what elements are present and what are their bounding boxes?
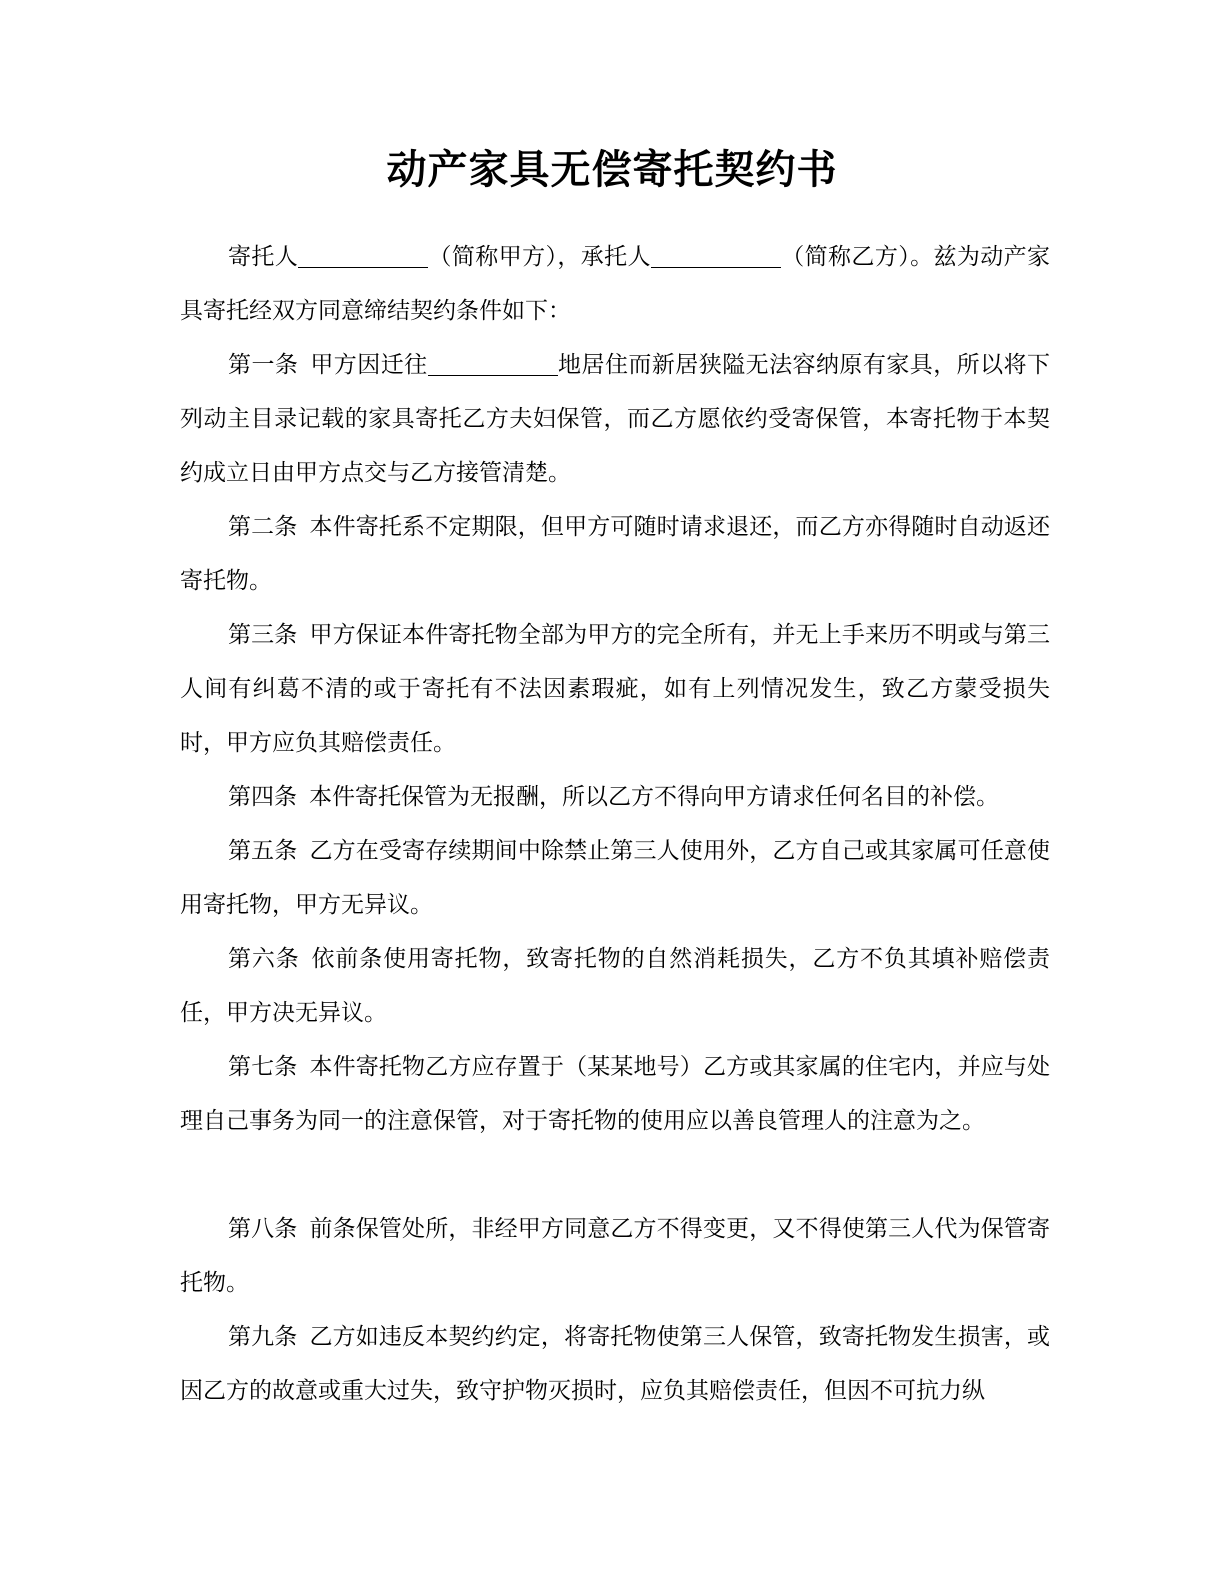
- article-8: [180, 1202, 1050, 1310]
- article-text: 本件寄托保管为无报酬，所以乙方不得向甲方请求任何名目的补偿。: [309, 784, 999, 810]
- article-3: [180, 608, 1050, 770]
- article-5: [180, 824, 1050, 932]
- article-text: 甲方因迁往: [310, 352, 428, 378]
- intro-text-3: （简称乙方）。兹为动产家具寄托经双方同意缔结契约条件如下：: [180, 244, 1051, 324]
- article-9: [180, 1310, 1050, 1418]
- consignee-blank: [651, 239, 781, 268]
- article-label: 第八条: [228, 1216, 298, 1242]
- article-7: [180, 1040, 1050, 1148]
- intro-text-2: （简称甲方），承托人: [428, 244, 651, 270]
- article-label: 第七条: [228, 1054, 298, 1080]
- article-text: 依前条使用寄托物，致寄托物的自然消耗损失，乙方不负其填补赔偿责任，甲方决无异议。: [180, 946, 1051, 1026]
- article-2: [180, 500, 1050, 608]
- document-title: 动产家具无偿寄托契约书: [386, 147, 838, 193]
- article-label: 第三条: [228, 622, 298, 648]
- article-label: 第六条: [228, 946, 300, 972]
- article-text: 本件寄托物乙方应存置于（某某地号）乙方或其家属的住宅内，并应与处理自己事务为同一的注意保管，对于寄托物的使用应以善良管理人的注意为之。: [180, 1054, 1051, 1134]
- article-4: [180, 770, 1050, 824]
- article-1: [180, 338, 1050, 500]
- paragraph-gap: [180, 1148, 1050, 1202]
- article-label: 第四条: [228, 784, 297, 810]
- article-text: 前条保管处所，非经甲方同意乙方不得变更，又不得使第三人代为保管寄托物。: [180, 1216, 1051, 1296]
- article-label: 第二条: [228, 514, 298, 540]
- article-label: 第一条: [228, 352, 299, 378]
- intro-paragraph: [180, 230, 1050, 338]
- article-label: 第九条: [228, 1324, 298, 1350]
- article-text: 本件寄托系不定期限，但甲方可随时请求退还，而乙方亦得随时自动返还寄托物。: [180, 514, 1051, 594]
- article-text: 乙方如违反本契约约定，将寄托物使第三人保管，致寄托物发生损害，或因乙方的故意或重大过失，致守护物灭损时，应负其赔偿责任，但因不可抗力纵: [180, 1324, 1051, 1404]
- intro-text-1: 寄托人: [228, 244, 299, 270]
- article-label: 第五条: [228, 838, 298, 864]
- document-body: [180, 230, 1050, 1418]
- article-text: 乙方在受寄存续期间中除禁止第三人使用外，乙方自己或其家属可任意使用寄托物，甲方无异议。: [180, 838, 1051, 918]
- article-6: [180, 932, 1050, 1040]
- article-text: 甲方保证本件寄托物全部为甲方的完全所有，并无上手来历不明或与第三人间有纠葛不清的或于寄托有不法因素瑕疵，如有上列情况发生，致乙方蒙受损失时，甲方应负其赔偿责任。: [180, 622, 1051, 756]
- location-blank: [428, 347, 558, 376]
- article-text: 地居住而新居狭隘无法容纳原有家具，所以将下列动主目录记载的家具寄托乙方夫妇保管，而乙方愿依约受寄保管，本寄托物于本契约成立日由甲方点交与乙方接管清楚。: [180, 352, 1051, 486]
- consignor-blank: [298, 239, 428, 268]
